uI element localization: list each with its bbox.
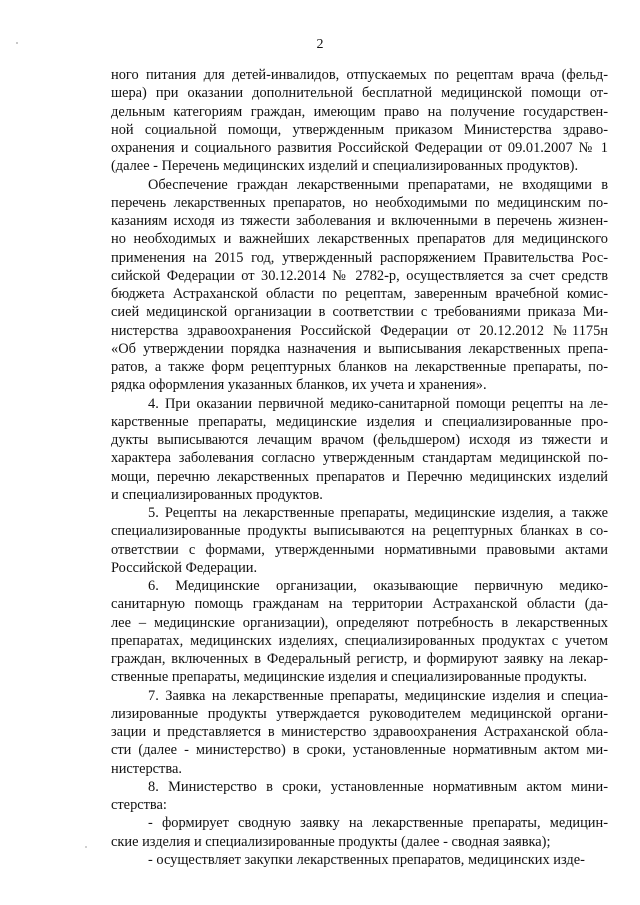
paragraph-p-provision [111,176,608,395]
text-line: 8. Министерство в сроки, установленные нормативным актом мини- [148,778,608,795]
text-line: лизированные продукты утверждается руководителем медицинской органи- [111,705,608,722]
text-line: охранения и социального развития Российской Федерации от 09.01.2007 № 1 [111,140,608,156]
text-line: нистерства. [111,760,182,777]
text-line: и специализированных продуктов. [111,486,323,503]
text-line: характера заболевания согласно утвержденным стандартам медицинской по- [111,450,608,467]
paragraph-p-6 [111,577,608,687]
text-line: 4. При оказании первичной медико-санитарной помощи рецепты на ле- [148,395,608,412]
paragraph-p-8-b [111,851,608,869]
text-line: но необходимых и важнейших лекарственных препаратов для медицинского [111,231,608,248]
text-line: ственные препараты, медицинские изделия и специализированные продукты. [111,669,587,686]
document-body [111,66,608,869]
text-line: граждан, включенных в Федеральный регистр, и формируют заявку на лекар- [111,651,608,667]
text-line: перечень лекарственных препаратов, но необходимыми по медицинским по- [111,194,608,211]
text-line: шера) при оказании дополнительной бесплатной медицинской помощи от- [111,85,608,102]
text-line: ские изделия и специализированные продукты (далее - сводная заявка); [111,833,551,850]
text-line: рядка оформления указанных бланков, их учета и хранения». [111,377,487,394]
text-line: ответствии с формами, утвержденными нормативными правовыми актами [111,541,608,558]
text-line: препаратах, медицинских изделиях, специализированных продуктах с учетом [111,632,608,649]
text-line: специализированные продукты выписываются на рецептурных бланках в со- [111,523,608,540]
text-line: - осуществляет закупки лекарственных препаратов, медицинских изде- [148,851,585,868]
text-line: Обеспечение граждан лекарственными препаратами, не входящими в [148,176,608,193]
text-line: ного питания для детей-инвалидов, отпускаемых по рецептам врача (фельд- [111,67,608,83]
text-line: 7. Заявка на лекарственные препараты, медицинские изделия и специа- [148,687,608,704]
text-line: Российской Федерации. [111,559,258,576]
text-line: санитарную помощь гражданам на территории Астраханской области (да- [111,596,608,613]
text-line: казаниям исходя из тяжести заболевания и включенными в перечень жизнен- [111,213,608,229]
text-line: 5. Рецепты на лекарственные препараты, медицинские изделия, а также [148,505,608,521]
text-line: сийской Федерации от 30.12.2014 № 2782-р, осуществляется за счет средств [111,267,608,284]
scan-speck [85,846,87,848]
text-line: сией медицинской организации в соответствии с требованиями приказа Ми- [111,304,608,321]
text-line: мощи, перечню лекарственных препаратов и Перечню медицинских изделий [111,468,608,485]
text-line: - формирует сводную заявку на лекарственные препараты, медицин- [148,815,608,832]
text-line: применения на 2015 год, утвержденный распоряжением Правительства Рос- [111,249,608,266]
text-line: ратов, а также форм рецептурных бланков на лекарственные препараты, по- [111,359,608,375]
paragraph-p-4 [111,395,608,505]
paragraph-p-8-a [111,814,608,851]
text-line: лее – медицинские организации), определяют потребность в лекарственных [111,614,608,631]
text-line: бюджета Астраханской области по рецептам, заверенным врачебной комис- [111,286,608,302]
text-line: дельным категориям граждан, имеющим право на получение государствен- [111,103,608,120]
text-line: карственные препараты, медицинские изделия и специализированные про- [111,413,608,430]
text-line: нистерства здравоохранения Российской Федерации от 20.12.2012 №1175н [111,322,608,339]
text-line: 6. Медицинские организации, оказывающие первичную медико- [148,578,608,594]
paragraph-p-continuation [111,66,608,176]
text-line: ной социальной помощи, утвержденным приказом Министерства здраво- [111,121,608,138]
scan-speck [16,42,18,44]
paragraph-p-5 [111,504,608,577]
paragraph-p-7 [111,687,608,778]
text-line: сти (далее - министерство) в сроки, установленные нормативным актом ми- [111,742,608,759]
text-line: «Об утверждении порядка назначения и выписывания лекарственных препа- [111,340,608,357]
text-line: стерства: [111,797,167,813]
text-line: дукты выписываются лечащим врачом (фельдшером) исходя из тяжести и [111,432,608,448]
paragraph-p-8 [111,778,608,815]
page-number: 2 [316,37,324,52]
text-line: (далее - Перечень медицинских изделий и специализированных продуктов). [111,158,579,175]
text-line: зации и представляется в министерство здравоохранения Астраханской обла- [111,724,608,740]
